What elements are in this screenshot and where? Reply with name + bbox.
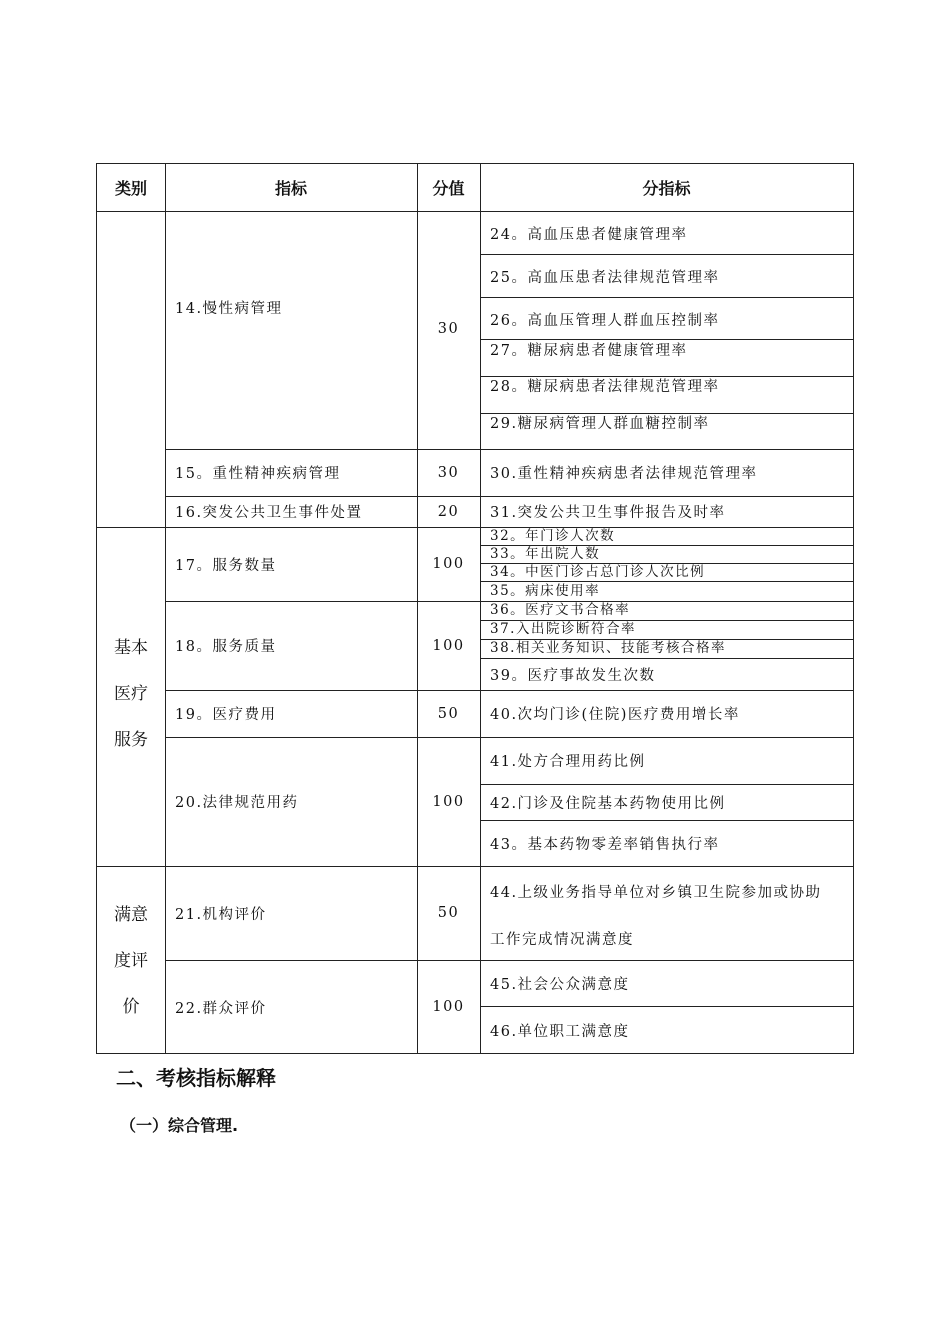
sub-indicator-44: 44.上级业务指导单位对乡镇卫生院参加或协助 xyxy=(490,884,822,901)
indicator-14: 14.慢性病管理 xyxy=(175,300,283,317)
sub-indicator-40: 40.次均门诊(住院)医疗费用增长率 xyxy=(490,707,740,723)
sub-indicator-26: 26。高血压管理人群血压控制率 xyxy=(490,312,720,329)
indicator-15: 15。重性精神疾病管理 xyxy=(175,466,341,482)
header-sub-indicator: 分指标 xyxy=(642,179,691,198)
indicator-22: 22.群众评价 xyxy=(175,1000,267,1017)
category-line: 基本 xyxy=(114,638,148,658)
indicator-21: 21.机构评价 xyxy=(175,906,267,923)
sub-indicator-31: 31.突发公共卫生事件报告及时率 xyxy=(490,505,726,521)
score-21: 50 xyxy=(437,905,460,921)
sub-indicator-34: 34。中医门诊占总门诊人次比例 xyxy=(490,563,706,580)
indicator-19: 19。医疗费用 xyxy=(175,707,277,723)
assessment-table xyxy=(96,163,854,1054)
score-22: 100 xyxy=(432,999,465,1015)
sub-indicator-43: 43。基本药物零差率销售执行率 xyxy=(490,836,720,853)
category-basic-medical xyxy=(97,624,165,764)
sub-indicator-35: 35。病床使用率 xyxy=(490,582,601,599)
section-heading: 二、考核指标解释 xyxy=(116,1066,276,1090)
indicator-16: 16.突发公共卫生事件处置 xyxy=(175,505,363,521)
score-16: 20 xyxy=(437,503,460,520)
sub-indicator-27: 27。糖尿病患者健康管理率 xyxy=(490,342,688,359)
sub-indicator-32: 32。年门诊人次数 xyxy=(490,527,616,544)
sub-indicator-28: 28。糖尿病患者法律规范管理率 xyxy=(490,378,720,395)
sub-indicator-45: 45.社会公众满意度 xyxy=(490,976,630,993)
sub-indicator-30: 30.重性精神疾病患者法律规范管理率 xyxy=(490,466,758,482)
score-20: 100 xyxy=(432,793,465,810)
sub-indicator-24: 24。高血压患者健康管理率 xyxy=(490,226,688,243)
sub-divider xyxy=(480,297,853,298)
header-indicator: 指标 xyxy=(274,179,307,198)
indicator-18: 18。服务质量 xyxy=(175,639,277,655)
category-line: 满意 xyxy=(114,905,148,925)
score-18: 100 xyxy=(432,637,465,654)
sub-divider xyxy=(480,254,853,255)
score-15: 30 xyxy=(437,464,460,481)
category-satisfaction xyxy=(97,891,165,1031)
score-19: 50 xyxy=(437,705,460,722)
sub-indicator-33: 33。年出院人数 xyxy=(490,545,601,562)
sub-indicator-37: 37.入出院诊断符合率 xyxy=(490,621,636,637)
subsection-heading: （一）综合管理. xyxy=(120,1116,239,1135)
score-17: 100 xyxy=(432,556,465,572)
sub-indicator-39: 39。医疗事故发生次数 xyxy=(490,667,656,684)
category-line: 度评 xyxy=(114,951,148,971)
sub-indicator-44-cont: 工作完成情况满意度 xyxy=(490,931,634,948)
sub-indicator-42: 42.门诊及住院基本药物使用比例 xyxy=(490,795,726,812)
row-divider xyxy=(97,211,853,212)
indicator-20: 20.法律规范用药 xyxy=(175,795,299,811)
sub-indicator-29: 29.糖尿病管理人群血糖控制率 xyxy=(490,415,710,432)
score-14: 30 xyxy=(437,321,460,337)
sub-indicator-46: 46.单位职工满意度 xyxy=(490,1023,630,1040)
header-score: 分值 xyxy=(432,179,465,198)
header-category: 类别 xyxy=(114,179,147,198)
sub-indicator-36: 36。医疗文书合格率 xyxy=(490,602,631,618)
sub-indicator-38: 38.相关业务知识、技能考核合格率 xyxy=(490,640,726,656)
sub-indicator-41: 41.处方合理用药比例 xyxy=(490,754,646,770)
category-line: 服务 xyxy=(114,730,148,750)
sub-indicator-25: 25。高血压患者法律规范管理率 xyxy=(490,269,720,286)
category-line: 医疗 xyxy=(114,684,148,704)
indicator-17: 17。服务数量 xyxy=(175,557,277,574)
category-line: 价 xyxy=(122,997,140,1017)
